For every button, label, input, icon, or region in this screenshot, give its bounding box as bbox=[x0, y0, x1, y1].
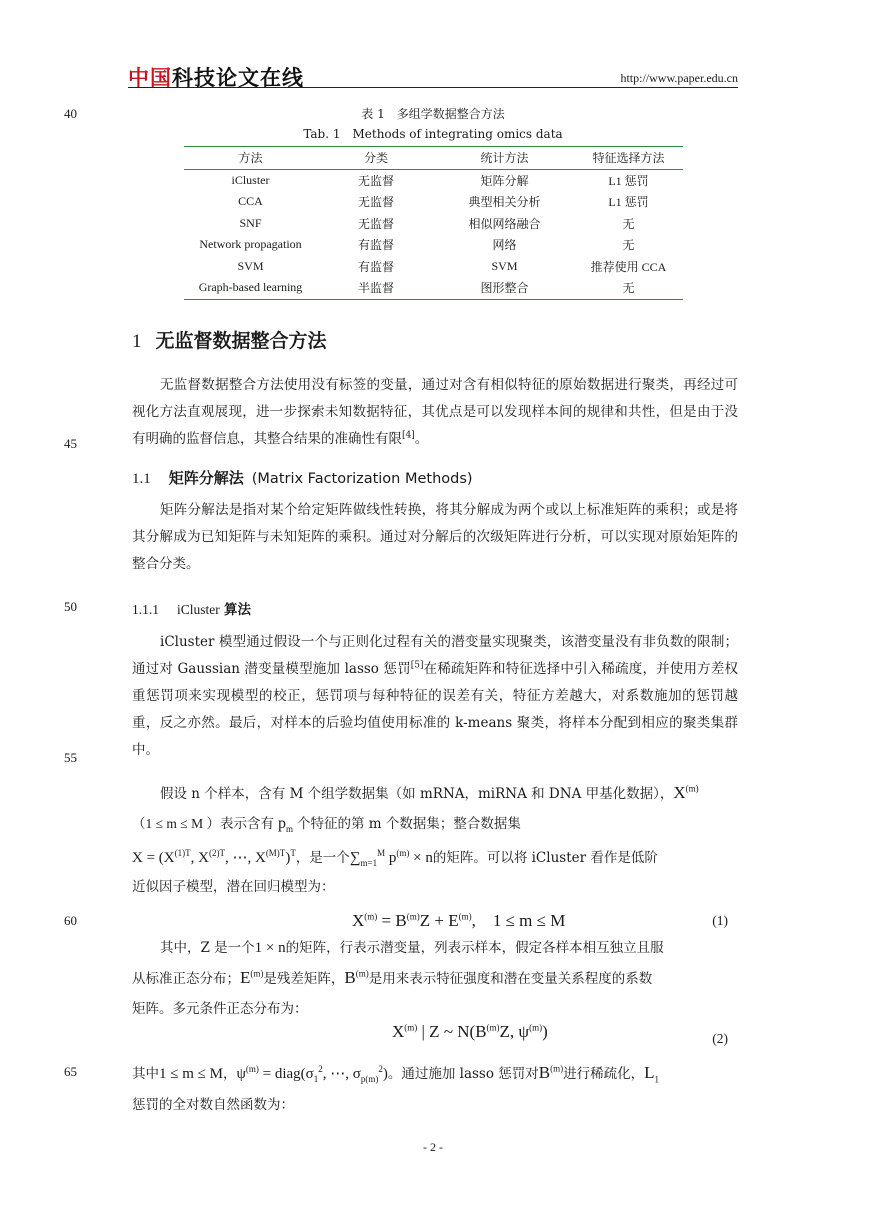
where-line-3: 矩阵。多元条件正态分布为： bbox=[132, 1001, 308, 1017]
table-cell: 无 bbox=[622, 281, 635, 296]
subsection-number: 1.1 bbox=[132, 471, 151, 487]
equation-2-number: (2) bbox=[712, 1031, 728, 1046]
table-row bbox=[184, 234, 683, 256]
table-cell: CCA bbox=[238, 194, 263, 209]
paragraph-text: 无监督数据整合方法使用没有标签的变量，通过对含有相似特征的原始数据进行聚类，再经过可视化方法直观展现，进一步探索未知数据特征，其优点是可以发现样本间的规律和共性，但是由于没有明确的监督信息，其整合结果的准确性有限 bbox=[132, 377, 738, 447]
table-cell: 矩阵分解 bbox=[480, 173, 529, 188]
math-E-m: $E^{(m)}$ bbox=[240, 968, 264, 987]
paragraph-text: iCluster 模型通过假设一个与正则化过程有关的潜变量实现聚类，该潜变量没有非负数的限制；通过对 Gaussian 潜变量模型施加 lasso 惩罚 bbox=[132, 634, 738, 677]
text-run: 其中 bbox=[132, 1066, 159, 1082]
text-run: ， bbox=[222, 1066, 237, 1082]
table-row bbox=[184, 169, 683, 191]
table-cell: 无监督 bbox=[357, 195, 394, 210]
table-cell: Network propagation bbox=[199, 237, 302, 252]
equation-2: $X^{(m)}$ | Z ~ $N(B^{(m)}Z$, $\psi^{(m)}$) bbox=[392, 1022, 548, 1041]
text-run: 的矩阵，行表示潜变量，列表示样本，假定各样本相互独立且服 bbox=[285, 940, 664, 956]
table-cell: 无 bbox=[622, 238, 635, 253]
subsection-heading bbox=[132, 467, 473, 488]
table-caption-en: Tab. 1 Methods of integrating omics data bbox=[303, 127, 563, 141]
table-header-cell: 统计方法 bbox=[480, 151, 529, 166]
citation: [5] bbox=[410, 660, 424, 671]
text-run: 个特征的第 m 个数据集；整合数据集 bbox=[296, 816, 521, 832]
text-run: 。通过施加 lasso 惩罚对 bbox=[387, 1066, 539, 1082]
table-cell: 无监督 bbox=[357, 216, 394, 231]
table-header-cell: 方法 bbox=[238, 151, 263, 166]
subsection-title-en: (Matrix Factorization Methods) bbox=[251, 471, 473, 487]
logo-black-text: 科技论文在线 bbox=[172, 66, 304, 90]
table-cell: 有监督 bbox=[357, 238, 394, 253]
assume-line-2 bbox=[132, 812, 738, 833]
where-line-2 bbox=[132, 967, 738, 988]
paragraph-end: 。 bbox=[414, 431, 429, 447]
text-run: 是残差矩阵， bbox=[263, 971, 345, 987]
text-run: 表示含有 bbox=[219, 816, 274, 832]
assume-line-3 bbox=[132, 846, 738, 867]
math-B-m: $B^{(m)}$ bbox=[344, 968, 369, 987]
subsubsection-number: 1.1.1 bbox=[132, 602, 159, 617]
subsubsection-title-en: iCluster bbox=[177, 602, 220, 617]
table-cell: 推荐使用 CCA bbox=[590, 259, 667, 274]
text-run: 假设 n 个样本，含有 M 个组学数据集（如 mRNA，miRNA 和 DNA 甲基化数据）， bbox=[160, 786, 674, 802]
header-url[interactable]: http://www.paper.edu.cn bbox=[620, 71, 738, 85]
line-number: 45 bbox=[64, 436, 77, 451]
paragraph-text: 矩阵分解法是指对某个给定矩阵做线性转换，将其分解成为两个或以上标准矩阵的乘积；或是将其分解成为已知矩阵与未知矩阵的乘积。通过对分解后的次级矩阵进行分析，可以实现对原始矩阵的整合分类。 bbox=[132, 502, 738, 572]
table-row bbox=[184, 277, 683, 299]
math-L1: $L_1$ bbox=[644, 1063, 660, 1085]
methods-table bbox=[184, 146, 683, 300]
line-number: 55 bbox=[64, 750, 77, 765]
section-title: 无监督数据整合方法 bbox=[155, 330, 327, 352]
where-line-1 bbox=[132, 936, 738, 957]
line-number: 60 bbox=[64, 913, 77, 928]
table-row bbox=[184, 256, 683, 278]
last-line-1 bbox=[132, 1062, 738, 1083]
section-number: 1 bbox=[132, 331, 142, 352]
header-rule bbox=[128, 87, 738, 88]
table-cell: iCluster bbox=[231, 172, 270, 187]
table-cell: 网络 bbox=[492, 238, 517, 253]
equation-1-number: (1) bbox=[712, 913, 728, 928]
math-p-m: $p_m$ bbox=[277, 815, 293, 835]
icluster-paragraph bbox=[132, 629, 738, 764]
table-cell: 相似网络融合 bbox=[468, 216, 541, 231]
table-cell: 图形整合 bbox=[480, 281, 529, 296]
math-X-concat: $X = (X^{(1)T}$, $X^{(2)T}$, ⋯, $X^{(M)T})^T$ bbox=[132, 848, 296, 866]
last-line-2: 惩罚的全对数自然函数为： bbox=[132, 1097, 294, 1113]
table-cell: L1 惩罚 bbox=[608, 195, 649, 210]
table-cell: 典型相关分析 bbox=[468, 195, 541, 210]
math-psi-diag: $\psi^{(m)}$ = $diag(\sigma_1^2$, ⋯, $\sigma_{p(m)}^2$) bbox=[236, 1064, 388, 1084]
text-run: 其中，Z 是一个 bbox=[160, 940, 255, 956]
page-number: - 2 - bbox=[423, 1140, 443, 1154]
math-range: （1 ≤ m ≤ M ） bbox=[132, 816, 220, 831]
line-number: 50 bbox=[64, 599, 77, 614]
assume-line-1 bbox=[132, 782, 738, 803]
text-run: ，是一个 bbox=[295, 850, 350, 866]
line-number: 40 bbox=[64, 106, 77, 121]
table-header-cell: 分类 bbox=[363, 151, 388, 166]
table-header-row bbox=[184, 147, 683, 170]
table-header-cell: 特征选择方法 bbox=[592, 151, 665, 166]
text-run: 从标准正态分布； bbox=[132, 971, 240, 987]
table-cell: L1 惩罚 bbox=[608, 173, 649, 188]
table-cell: 有监督 bbox=[357, 259, 394, 274]
table-cell: 无 bbox=[622, 216, 635, 231]
table-cell: Graph-based learning bbox=[198, 280, 303, 295]
math-1xn: 1 × n bbox=[254, 940, 286, 956]
subsection-paragraph bbox=[132, 497, 738, 578]
assume-line-4: 近似因子模型，潜在回归模型为： bbox=[132, 879, 335, 895]
text-run: 是用来表示特征强度和潜在变量关系程度的系数 bbox=[368, 971, 653, 987]
subsubsection-title-cn: 算法 bbox=[224, 602, 252, 618]
subsection-title: 矩阵分解法 bbox=[168, 469, 244, 487]
math-B-m-2: $B^{(m)}$ bbox=[538, 1063, 564, 1082]
table-row bbox=[184, 213, 683, 235]
equation-1: $X^{(m)} = B^{(m)}Z + E^{(m)}$, 1 ≤ m ≤ M bbox=[352, 911, 566, 930]
text-run: 进行稀疏化， bbox=[563, 1066, 645, 1082]
table-cell: 半监督 bbox=[357, 281, 394, 296]
table-caption-cn: 表 1 多组学数据整合方法 bbox=[361, 107, 505, 121]
table-row bbox=[184, 191, 683, 213]
section-heading bbox=[132, 326, 327, 353]
table-cell: SVM bbox=[491, 258, 518, 273]
table-cell: 无监督 bbox=[357, 173, 394, 188]
section-1-paragraph bbox=[132, 372, 738, 453]
paragraph-text: 在稀疏矩阵和特征选择中引入稀疏度，并使用方差权重惩罚项来实现模型的校正，惩罚项与每种特征的误差有关，特征方差越大，对系数施加的惩罚越重，反之亦然。最后，对样本的后验均值使用标准的 k-means 聚类，将样本分配到相应的聚类集群中。 bbox=[132, 661, 738, 758]
logo-red-text: 中国 bbox=[128, 66, 172, 90]
subsubsection-heading bbox=[132, 598, 251, 618]
line-number: 65 bbox=[64, 1064, 77, 1079]
table-cell: SNF bbox=[239, 215, 262, 230]
math-X-m: $X^{(m)}$ bbox=[673, 783, 699, 802]
citation: [4] bbox=[402, 430, 415, 441]
table-cell: SVM bbox=[237, 258, 264, 273]
math-sum: $\sum_{m=1}^M$ $p^{(m)} \times n$ bbox=[349, 848, 433, 868]
math-range-2: 1 ≤ m ≤ M bbox=[159, 1066, 223, 1082]
text-run: 的矩阵。可以将 iCluster 看作是低阶 bbox=[432, 850, 658, 866]
